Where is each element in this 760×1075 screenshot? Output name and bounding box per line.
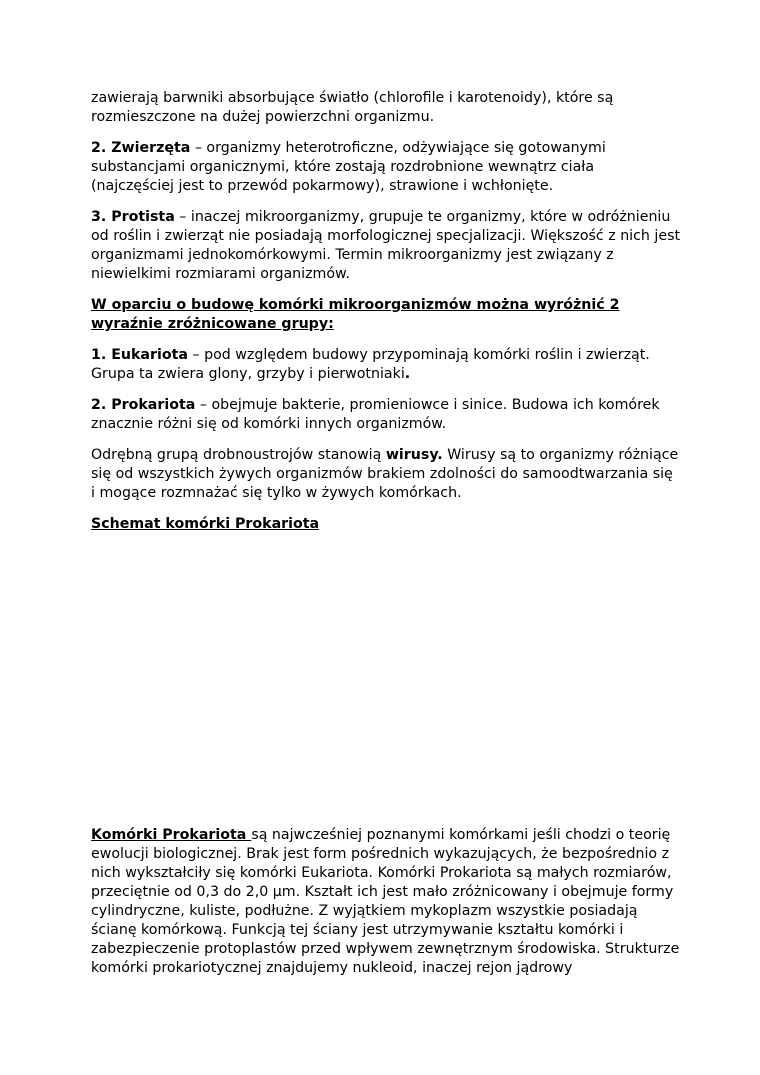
- term-prokariota: 2. Prokariota: [91, 397, 196, 413]
- paragraph-text: – obejmuje bakterie, promieniowce i sinice. Budowa ich komórek znacznie różni się od komórki innych organizmów.: [91, 397, 660, 432]
- bold-period: .: [404, 366, 411, 382]
- paragraph-text: są najwcześniej poznanymi komórkami jeśli chodzi o teorię ewolucji biologicznej. Brak jest form pośrednich wykazujących, że bezpośrednio z nich wykształciły się komórki Eukariota. Komórki Prokariota są małych rozmiarów, przeciętnie od 0,3 do 2,0 µm. Kształt ich jest mało zróżnicowany i obejmuje formy cylindryczne, kuliste, podłużne. Z wyjątkiem mykoplazm wszystkie posiadają ścianę komórkową. Funkcją tej ściany jest utrzymywanie kształtu komórki i zabezpieczenie protoplastów przed wpływem zewnętrznym środowiska. Strukturze komórki prokariotycznej znajdujemy nukleoid, inaczej rejon jądrowy: [91, 827, 680, 976]
- document-page: [91, 89, 681, 990]
- paragraph-text: – organizmy heterotroficzne, odżywiające się gotowanymi substancjami organicznymi, które zostają rozdrobnione wewnątrz ciała (najczęściej jest to przewód pokarmowy), strawione i wchłonięte.: [91, 140, 606, 194]
- paragraph-prokariota: [91, 396, 681, 434]
- paragraph-eukariota: [91, 346, 681, 384]
- term-protista: 3. Protista: [91, 209, 175, 225]
- paragraph-viruses: [91, 446, 681, 503]
- paragraph-protista: [91, 208, 681, 284]
- section-heading-groups: W oparciu o budowę komórki mikroorganizmów można wyróżnić 2 wyraźnie zróżnicowane grupy:: [91, 297, 620, 332]
- paragraph-text: Wirusy są to organizmy różniące się od wszystkich żywych organizmów brakiem zdolności do samoodtwarzania się i mogące rozmnażać się tylko w żywych komórkach.: [91, 447, 679, 501]
- paragraph-text: – pod względem budowy przypominają komórki roślin i zwierząt. Grupa ta zwiera glony, grzyby i pierwotniaki: [91, 347, 650, 382]
- paragraph-text: Odrębną grupą drobnoustrojów stanowią: [91, 447, 386, 463]
- paragraph-text: zawierają barwniki absorbujące światło (chlorofile i karotenoidy), które są rozmieszczone na dużej powierzchni organizmu.: [91, 90, 614, 125]
- paragraph-plants-continued: [91, 89, 681, 127]
- paragraph-text: – inaczej mikroorganizmy, grupuje te organizmy, które w odróżnieniu od roślin i zwierząt nie posiadają morfologicznej specjalizacji. Większość z nich jest organizmami jednokomórkowymi. Termin mikroorganizmy jest związany z niewielkimi rozmiarami organizmów.: [91, 209, 681, 282]
- paragraph-animals: [91, 139, 681, 196]
- figure-placeholder: [91, 546, 681, 826]
- term-eukariota: 1. Eukariota: [91, 347, 188, 363]
- paragraph-prokariota-cells: [91, 826, 681, 978]
- section-heading-schema: Schemat komórki Prokariota: [91, 516, 320, 532]
- term-prokariota-cells: Komórki Prokariota: [91, 827, 252, 843]
- term-animals: 2. Zwierzęta: [91, 140, 191, 156]
- term-viruses: wirusy.: [385, 447, 443, 463]
